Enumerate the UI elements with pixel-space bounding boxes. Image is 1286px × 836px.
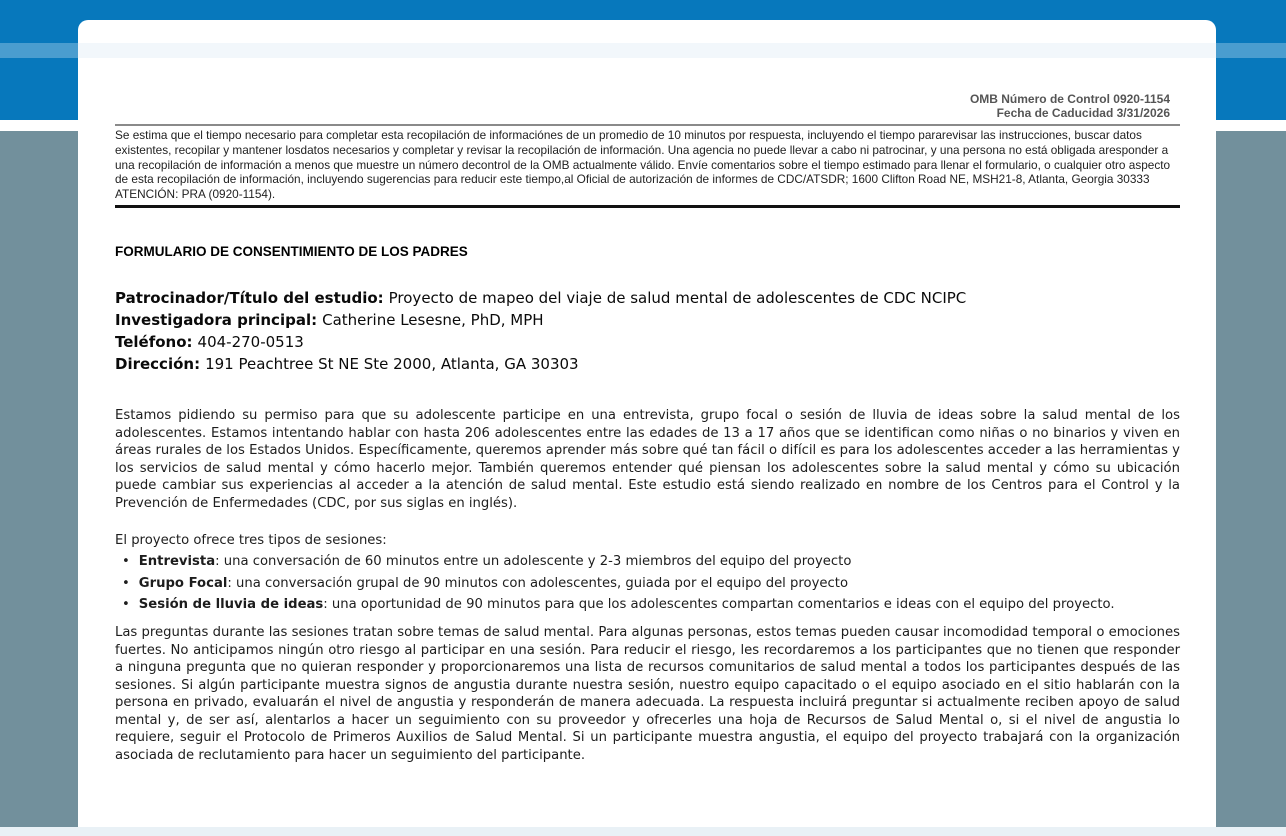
principal-investigator-label: Investigadora principal:: [115, 310, 318, 329]
bullet-marker: •: [122, 554, 130, 570]
bullet-marker: •: [122, 597, 130, 613]
bullet-entrevista-text: : una conversación de 60 minutos entre un adolescente y 2-3 miembros del equipo del proyecto: [215, 554, 852, 570]
principal-investigator-value: Catherine Lesesne, PhD, MPH: [322, 310, 544, 329]
phone-line: [115, 331, 1180, 353]
form-title: FORMULARIO DE CONSENTIMIENTO DE LOS PADRES: [115, 243, 468, 259]
study-sponsor-value: Proyecto de mapeo del viaje de salud mental de adolescentes de CDC NCIPC: [388, 288, 967, 307]
phone-label: Teléfono:: [115, 332, 193, 351]
bullet-entrevista-label: Entrevista: [138, 554, 216, 570]
principal-investigator-line: [115, 309, 1180, 331]
bullet-grupo-focal-text: : una conversación grupal de 90 minutos con adolescentes, guiada por el equipo del proyecto: [227, 575, 849, 591]
bullet-lluvia-de-ideas: [115, 594, 1180, 616]
bullet-lluvia-de-ideas-text: : una oportunidad de 90 minutos para que los adolescentes compartan comentarios e ideas con el equipo del proyecto.: [323, 597, 1115, 613]
phone-value: 404-270-0513: [197, 332, 304, 351]
bullet-grupo-focal: [115, 573, 1180, 595]
bullet-grupo-focal-label: Grupo Focal: [138, 575, 228, 591]
study-sponsor-line: [115, 287, 1180, 309]
study-info-block: [115, 287, 1180, 375]
risks-paragraph: Las preguntas durante las sesiones tratan sobre temas de salud mental. Para algunas personas, estos temas pueden causar incomodidad temporal o emociones fuertes. No anticipamos ningún otro riesgo al participar en una sesión. Para reducir el riesgo, les recordaremos a los participantes que no tienen que responder a ninguna pregunta que no quieran responder y proporcionaremos una lista de recursos comunitarios de salud mental a todos los participantes después de las sesiones. Si algún participante muestra signos de angustia durante nuestra sesión, nuestro equipo capacitado o el equipo asociado en el sitio hablarán con la persona en privado, evaluarán el nivel de angustia y responderán de manera adecuada. La respuesta incluirá preguntar si actualmente reciben apoyo de salud mental y, de ser así, alentarlos a hacer un seguimiento con su proveedor y ofrecerles una hoja de Recursos de Salud Mental o, si el nivel de angustia lo requiere, seguir el Protocolo de Primeros Auxilios de Salud Mental. Si un participante muestra angustia, el equipo del proyecto trabajará con la organización asociada de reclutamiento para hacer un seguimiento del participante.: [115, 624, 1180, 764]
sessions-intro-line: El proyecto ofrece tres tipos de sesiones:: [115, 532, 387, 548]
bullet-marker: •: [122, 575, 130, 591]
consent-document-page[interactable]: [78, 20, 1216, 836]
bottom-edge-strip: [0, 827, 1286, 836]
document-content: [115, 20, 1180, 778]
bullet-entrevista: [115, 551, 1180, 573]
omb-header: [115, 92, 1180, 120]
pra-burden-statement: Se estima que el tiempo necesario para completar esta recopilación de informaciónes de un promedio de 10 minutos por respuesta, incluyendo el tiempo pararevisar las instrucciones, buscar datos existentes, recopilar y mantener losdatos necesarios y completar y revisar la recopilación de información. Una agencia no puede llevar a cabo ni patrocinar, y una persona no está obligada aresponder a una recopilación de información a menos que muestre un número decontrol de la OMB actualmente válido. Envíe comentarios sobre el tiempo estimado para llenar el formulario, o cualquier otro aspecto de esta recopilación de información, incluyendo sugerencias para reducir este tiempo,al Oficial de autorización de informes de CDC/ATSDR; 1600 Clifton Road NE, MSH21-8, Atlanta, Georgia 30333 ATENCIÓN: PRA (0920-1154).: [115, 124, 1180, 208]
address-line: [115, 353, 1180, 375]
omb-expiration-date: Fecha de Caducidad 3/31/2026: [996, 106, 1170, 120]
address-label: Dirección:: [115, 354, 201, 373]
omb-control-number: OMB Número de Control 0920-1154: [969, 92, 1170, 106]
bullet-lluvia-de-ideas-label: Sesión de lluvia de ideas: [138, 597, 324, 613]
study-sponsor-label: Patrocinador/Título del estudio:: [115, 288, 384, 307]
intro-paragraph: Estamos pidiendo su permiso para que su adolescente participe en una entrevista, grupo focal o sesión de lluvia de ideas sobre la salud mental de los adolescentes. Estamos intentando hablar con hasta 206 adolescentes entre las edades de 13 a 17 años que se identifican como niñas o no binarios y viven en áreas rurales de los Estados Unidos. Específicamente, queremos aprender más sobre qué tan fácil o difícil es para los adolescentes acceder a las herramientas y los servicios de salud mental y cómo hacerlo mejor. También queremos entender qué piensan los adolescentes sobre la salud mental y cómo su ubicación puede cambiar sus experiencias al acceder a la atención de salud mental. Este estudio está siendo realizado en nombre de los Centros para el Control y la Prevención de Enfermedades (CDC, por sus siglas en inglés).: [115, 407, 1180, 511]
address-value: 191 Peachtree St NE Ste 2000, Atlanta, GA 30303: [205, 354, 579, 373]
